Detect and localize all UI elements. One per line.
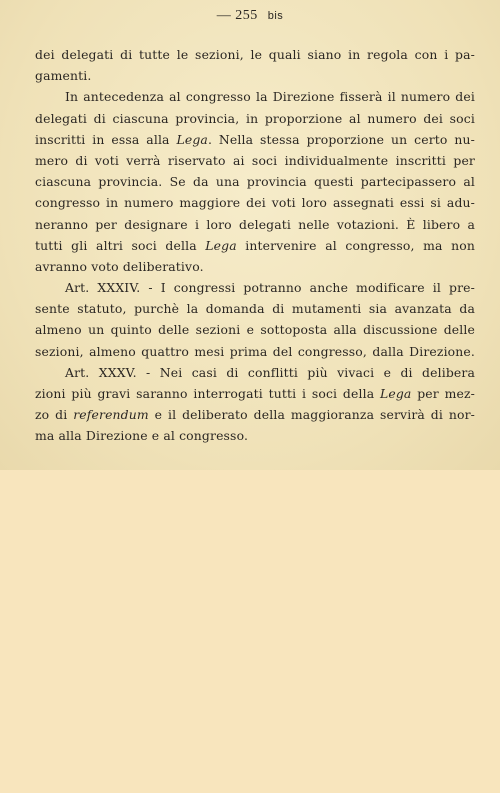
text-line: ciascuna provincia. Se da una provincia questi partecipassero al bbox=[35, 174, 475, 190]
text-line: Art. XXXIV. - I congressi potranno anche modificare il pre- bbox=[65, 280, 475, 296]
text-line: avranno voto deliberativo. bbox=[35, 258, 204, 274]
page-suffix: bis bbox=[267, 10, 284, 22]
text-line: sente statuto, purchè la domanda di mutamenti sia avanzata da bbox=[35, 301, 475, 317]
text-line: gamenti. bbox=[35, 68, 92, 84]
page-header bbox=[0, 8, 500, 24]
text-line: Art. XXXV. - Nei casi di conflitti più vivaci e di delibera bbox=[65, 364, 475, 380]
text-line: mero di voti verrà riservato ai soci individualmente inscritti per bbox=[35, 152, 475, 168]
text-line: almeno un quinto delle sezioni e sottoposta alla discussione delle bbox=[35, 322, 475, 338]
text-line: ma alla Direzione e al congresso. bbox=[35, 428, 249, 444]
text-line: sezioni, almeno quattro mesi prima del congresso, dalla Direzione. bbox=[35, 343, 475, 359]
text-line: zo di referendum e il deliberato della maggioranza servirà di nor- bbox=[35, 407, 475, 423]
text-line: inscritti in essa alla Lega. Nella stessa proporzione un certo nu- bbox=[35, 131, 475, 147]
text-line: tutti gli altri soci della Lega intervenire al congresso, ma non bbox=[35, 237, 475, 253]
text-line: dei delegati di tutte le sezioni, le quali siano in regola con i pa- bbox=[35, 47, 475, 62]
text-line: congresso in numero maggiore dei voti loro assegnati essi si adu- bbox=[35, 195, 475, 211]
page-number: — 255 bbox=[216, 8, 258, 23]
body-text bbox=[35, 44, 475, 447]
text-line: In antecedenza al congresso la Direzione fisserà il numero dei bbox=[65, 89, 475, 105]
text-line: zioni più gravi saranno interrogati tutti i soci della Lega per mez- bbox=[35, 386, 475, 401]
text-line: delegati di ciascuna provincia, in proporzione al numero dei soci bbox=[35, 110, 475, 126]
text-line: neranno per designare i loro delegati nelle votazioni. È libero a bbox=[35, 216, 475, 232]
blank-area bbox=[0, 470, 500, 793]
